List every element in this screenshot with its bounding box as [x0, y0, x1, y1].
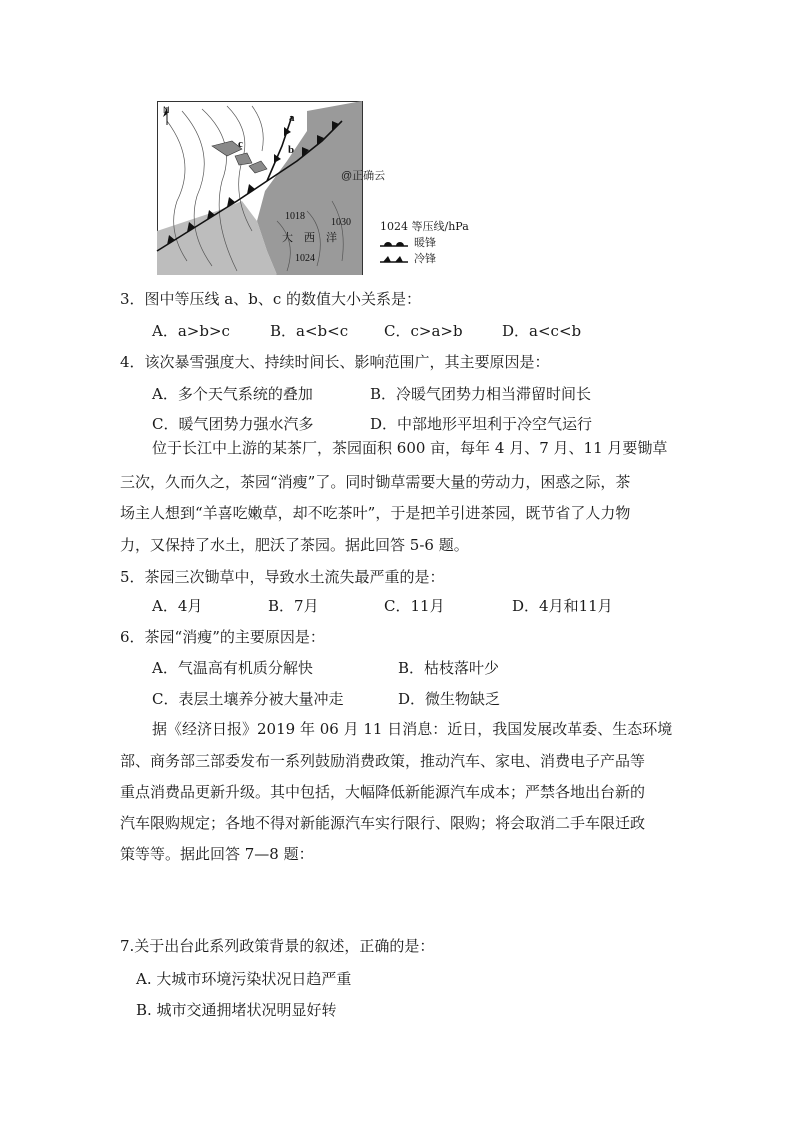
q5-stem: 5．茶园三次锄草中，导致水土流失最严重的是： [120, 568, 445, 586]
pressure-1030-label: 1030 [331, 217, 351, 228]
legend-isobar [380, 219, 469, 235]
legend-warm-front [380, 235, 469, 251]
q6-option-d: D．微生物缺乏 [398, 690, 501, 708]
passage2-line-3: 重点消费品更新升级。其中包括，大幅降低新能源汽车成本；严禁各地出台新的 [120, 783, 646, 801]
q4-option-d: D．中部地形平坦利于冷空气运行 [370, 415, 593, 433]
q7-option-a: A. 大城市环境污染状况日趋严重 [136, 970, 352, 988]
q3-stem: 3．图中等压线 a、b、c 的数值大小关系是： [120, 290, 422, 308]
warm-front-icon [380, 238, 408, 248]
q4-stem: 4．该次暴雪强度大、持续时间长、影响范围广，其主要原因是： [120, 353, 550, 371]
q5-option-d: D．4月和11月 [512, 597, 613, 615]
q5-option-a: A．4月 [152, 597, 203, 615]
q3-option-b: B．a<b<c [270, 322, 349, 340]
q3-option-a: A．a>b>c [152, 322, 230, 340]
passage1-line-4: 力，又保持了水土，肥沃了茶园。据此回答 5-6 题。 [120, 536, 469, 554]
q7-stem: 7.关于出台此系列政策背景的叙述，正确的是： [120, 937, 435, 955]
legend-cold-front [380, 251, 469, 267]
legend-isobar-label: 1024 等压线/hPa [380, 220, 469, 233]
q3-option-d: D．a<c<b [502, 322, 582, 340]
pressure-1018-label: 1018 [285, 211, 305, 222]
isobar-b-label: b [288, 144, 295, 156]
passage2-line-1: 据《经济日报》2019 年 06 月 11 日消息：近日，我国发展改革委、生态环境 [152, 720, 673, 738]
passage1-line-2: 三次，久而久之，茶园“消瘦”了。同时锄草需要大量的劳动力，困惑之际，茶 [120, 473, 631, 491]
q4-option-a: A．多个天气系统的叠加 [152, 385, 313, 403]
ocean-label: 大 西 洋 [282, 232, 337, 244]
legend-cold-front-label: 冷锋 [414, 252, 436, 265]
weather-map-figure [157, 101, 386, 275]
q7-option-b: B. 城市交通拥堵状况明显好转 [136, 1001, 337, 1019]
passage1-line-3: 场主人想到“羊喜吃嫩草，却不吃茶叶”，于是把羊引进茶园，既节省了人力物 [120, 504, 631, 522]
map-legend [380, 219, 469, 267]
passage2-line-2: 部、商务部三部委发布一系列鼓励消费政策，推动汽车、家电、消费电子产品等 [120, 752, 646, 770]
passage2-line-4: 汽车限购规定；各地不得对新能源汽车实行限行、限购；将会取消二手车限迁政 [120, 814, 646, 832]
watermark: @正确云 [341, 170, 386, 182]
q5-option-b: B．7月 [268, 597, 319, 615]
legend-warm-front-label: 暖锋 [414, 236, 436, 249]
q4-option-c: C．暖气团势力强水汽多 [152, 415, 314, 433]
weather-map-svg [157, 101, 386, 275]
q6-option-c: C．表层土壤养分被大量冲走 [152, 690, 344, 708]
q6-option-a: A．气温高有机质分解快 [152, 659, 313, 677]
q4-option-b: B．冷暖气团势力相当滞留时间长 [370, 385, 592, 403]
isobar-a-label: a [289, 112, 295, 124]
north-label: N [163, 105, 170, 115]
q3-option-c: C．c>a>b [384, 322, 463, 340]
pressure-1024-label: 1024 [295, 253, 315, 264]
isobar-c-label: c [238, 138, 243, 150]
passage2-line-5: 策等等。据此回答 7—8 题： [120, 845, 314, 863]
q5-option-c: C．11月 [384, 597, 445, 615]
cold-front-icon [380, 254, 408, 264]
q6-stem: 6．茶园“消瘦”的主要原因是： [120, 628, 325, 646]
passage1-line-1: 位于长江中上游的某茶厂，茶园面积 600 亩，每年 4 月、7 月、11 月要锄草 [152, 439, 668, 457]
q6-option-b: B．枯枝落叶少 [398, 659, 500, 677]
